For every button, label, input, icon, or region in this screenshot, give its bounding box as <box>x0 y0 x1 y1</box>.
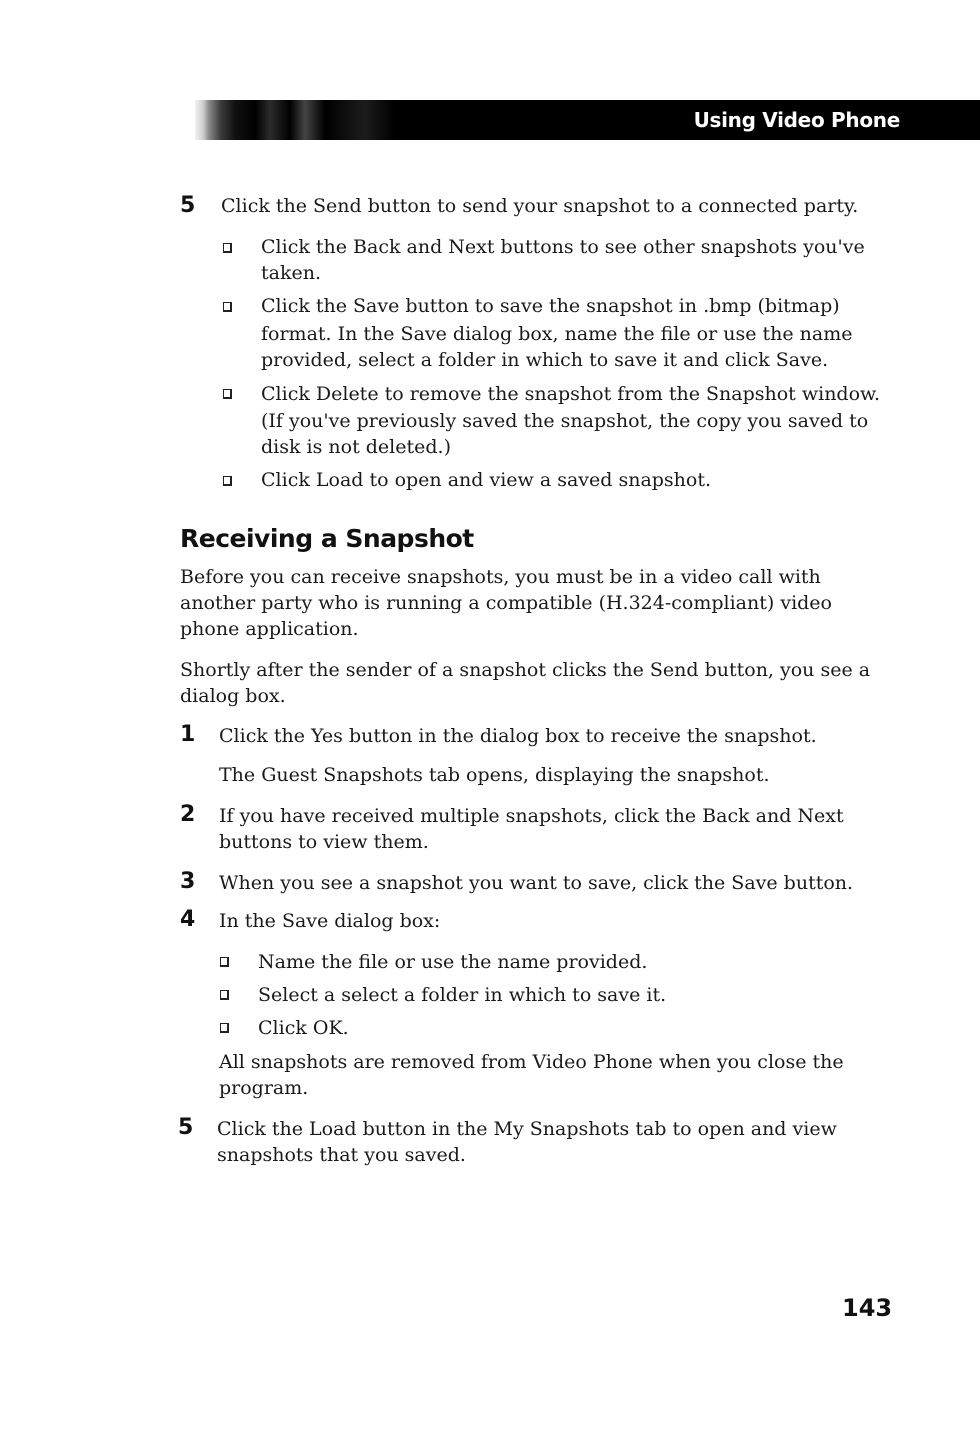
bullet-text-line: Name the file or use the name provided. <box>258 951 648 973</box>
step-text: In the Save dialog box: <box>219 910 441 932</box>
step-number: 4 <box>180 907 196 932</box>
step-text: Click the Send button to send your snapshot to a connected party. <box>221 195 859 217</box>
bullet-text-line: provided, select a folder in which to save it and click Save. <box>261 349 829 371</box>
bullet-text-line: (If you've previously saved the snapshot, the copy you saved to <box>261 410 869 432</box>
bullet-box-icon <box>220 957 229 967</box>
step-number: 5 <box>178 1115 194 1140</box>
step-result-text: The Guest Snapshots tab opens, displaying the snapshot. <box>219 764 770 786</box>
step-text: buttons to view them. <box>219 831 429 853</box>
bullet-box-icon <box>223 302 232 312</box>
paragraph-line: Before you can receive snapshots, you must be in a video call with <box>180 566 821 588</box>
bullet-box-icon <box>223 243 232 253</box>
step-text: If you have received multiple snapshots, click the Back and Next <box>219 805 844 827</box>
bullet-text-line: Click Delete to remove the snapshot from the Snapshot window. <box>261 383 881 405</box>
bullet-text-line: taken. <box>261 262 321 284</box>
note-text: All snapshots are removed from Video Phone when you close the <box>219 1051 844 1073</box>
step-text: snapshots that you saved. <box>217 1144 466 1166</box>
page-number: 143 <box>842 1294 893 1322</box>
paragraph-line: another party who is running a compatible (H.324-compliant) video <box>180 592 832 614</box>
step-text: When you see a snapshot you want to save, click the Save button. <box>219 872 854 894</box>
step-number: 1 <box>180 722 196 747</box>
paragraph-line: phone application. <box>180 618 359 640</box>
bullet-text-line: Click OK. <box>258 1017 349 1039</box>
bullet-text-line: disk is not deleted.) <box>261 436 451 458</box>
step-text: Click the Load button in the My Snapshots tab to open and view <box>217 1118 837 1140</box>
section-heading: Receiving a Snapshot <box>180 524 474 553</box>
bullet-text-line: format. In the Save dialog box, name the file or use the name <box>261 323 853 345</box>
paragraph-line: dialog box. <box>180 685 286 707</box>
step-number: 3 <box>180 869 196 894</box>
note-text: program. <box>219 1077 309 1099</box>
bullet-box-icon <box>220 1023 229 1033</box>
bullet-text-line: Select a select a folder in which to save it. <box>258 984 667 1006</box>
bullet-box-icon <box>223 476 232 486</box>
step-number: 2 <box>180 802 196 827</box>
bullet-text-line: Click the Save button to save the snapshot in .bmp (bitmap) <box>261 295 840 317</box>
bullet-box-icon <box>220 990 229 1000</box>
bullet-text-line: Click the Back and Next buttons to see other snapshots you've <box>261 236 865 258</box>
step-text: Click the Yes button in the dialog box to receive the snapshot. <box>219 725 817 747</box>
bullet-box-icon <box>223 389 232 399</box>
bullet-text-line: Click Load to open and view a saved snapshot. <box>261 469 712 491</box>
step-number: 5 <box>180 193 196 218</box>
running-header-bar <box>195 100 980 140</box>
paragraph-line: Shortly after the sender of a snapshot clicks the Send button, you see a <box>180 659 871 681</box>
running-header-title: Using Video Phone <box>693 108 900 132</box>
